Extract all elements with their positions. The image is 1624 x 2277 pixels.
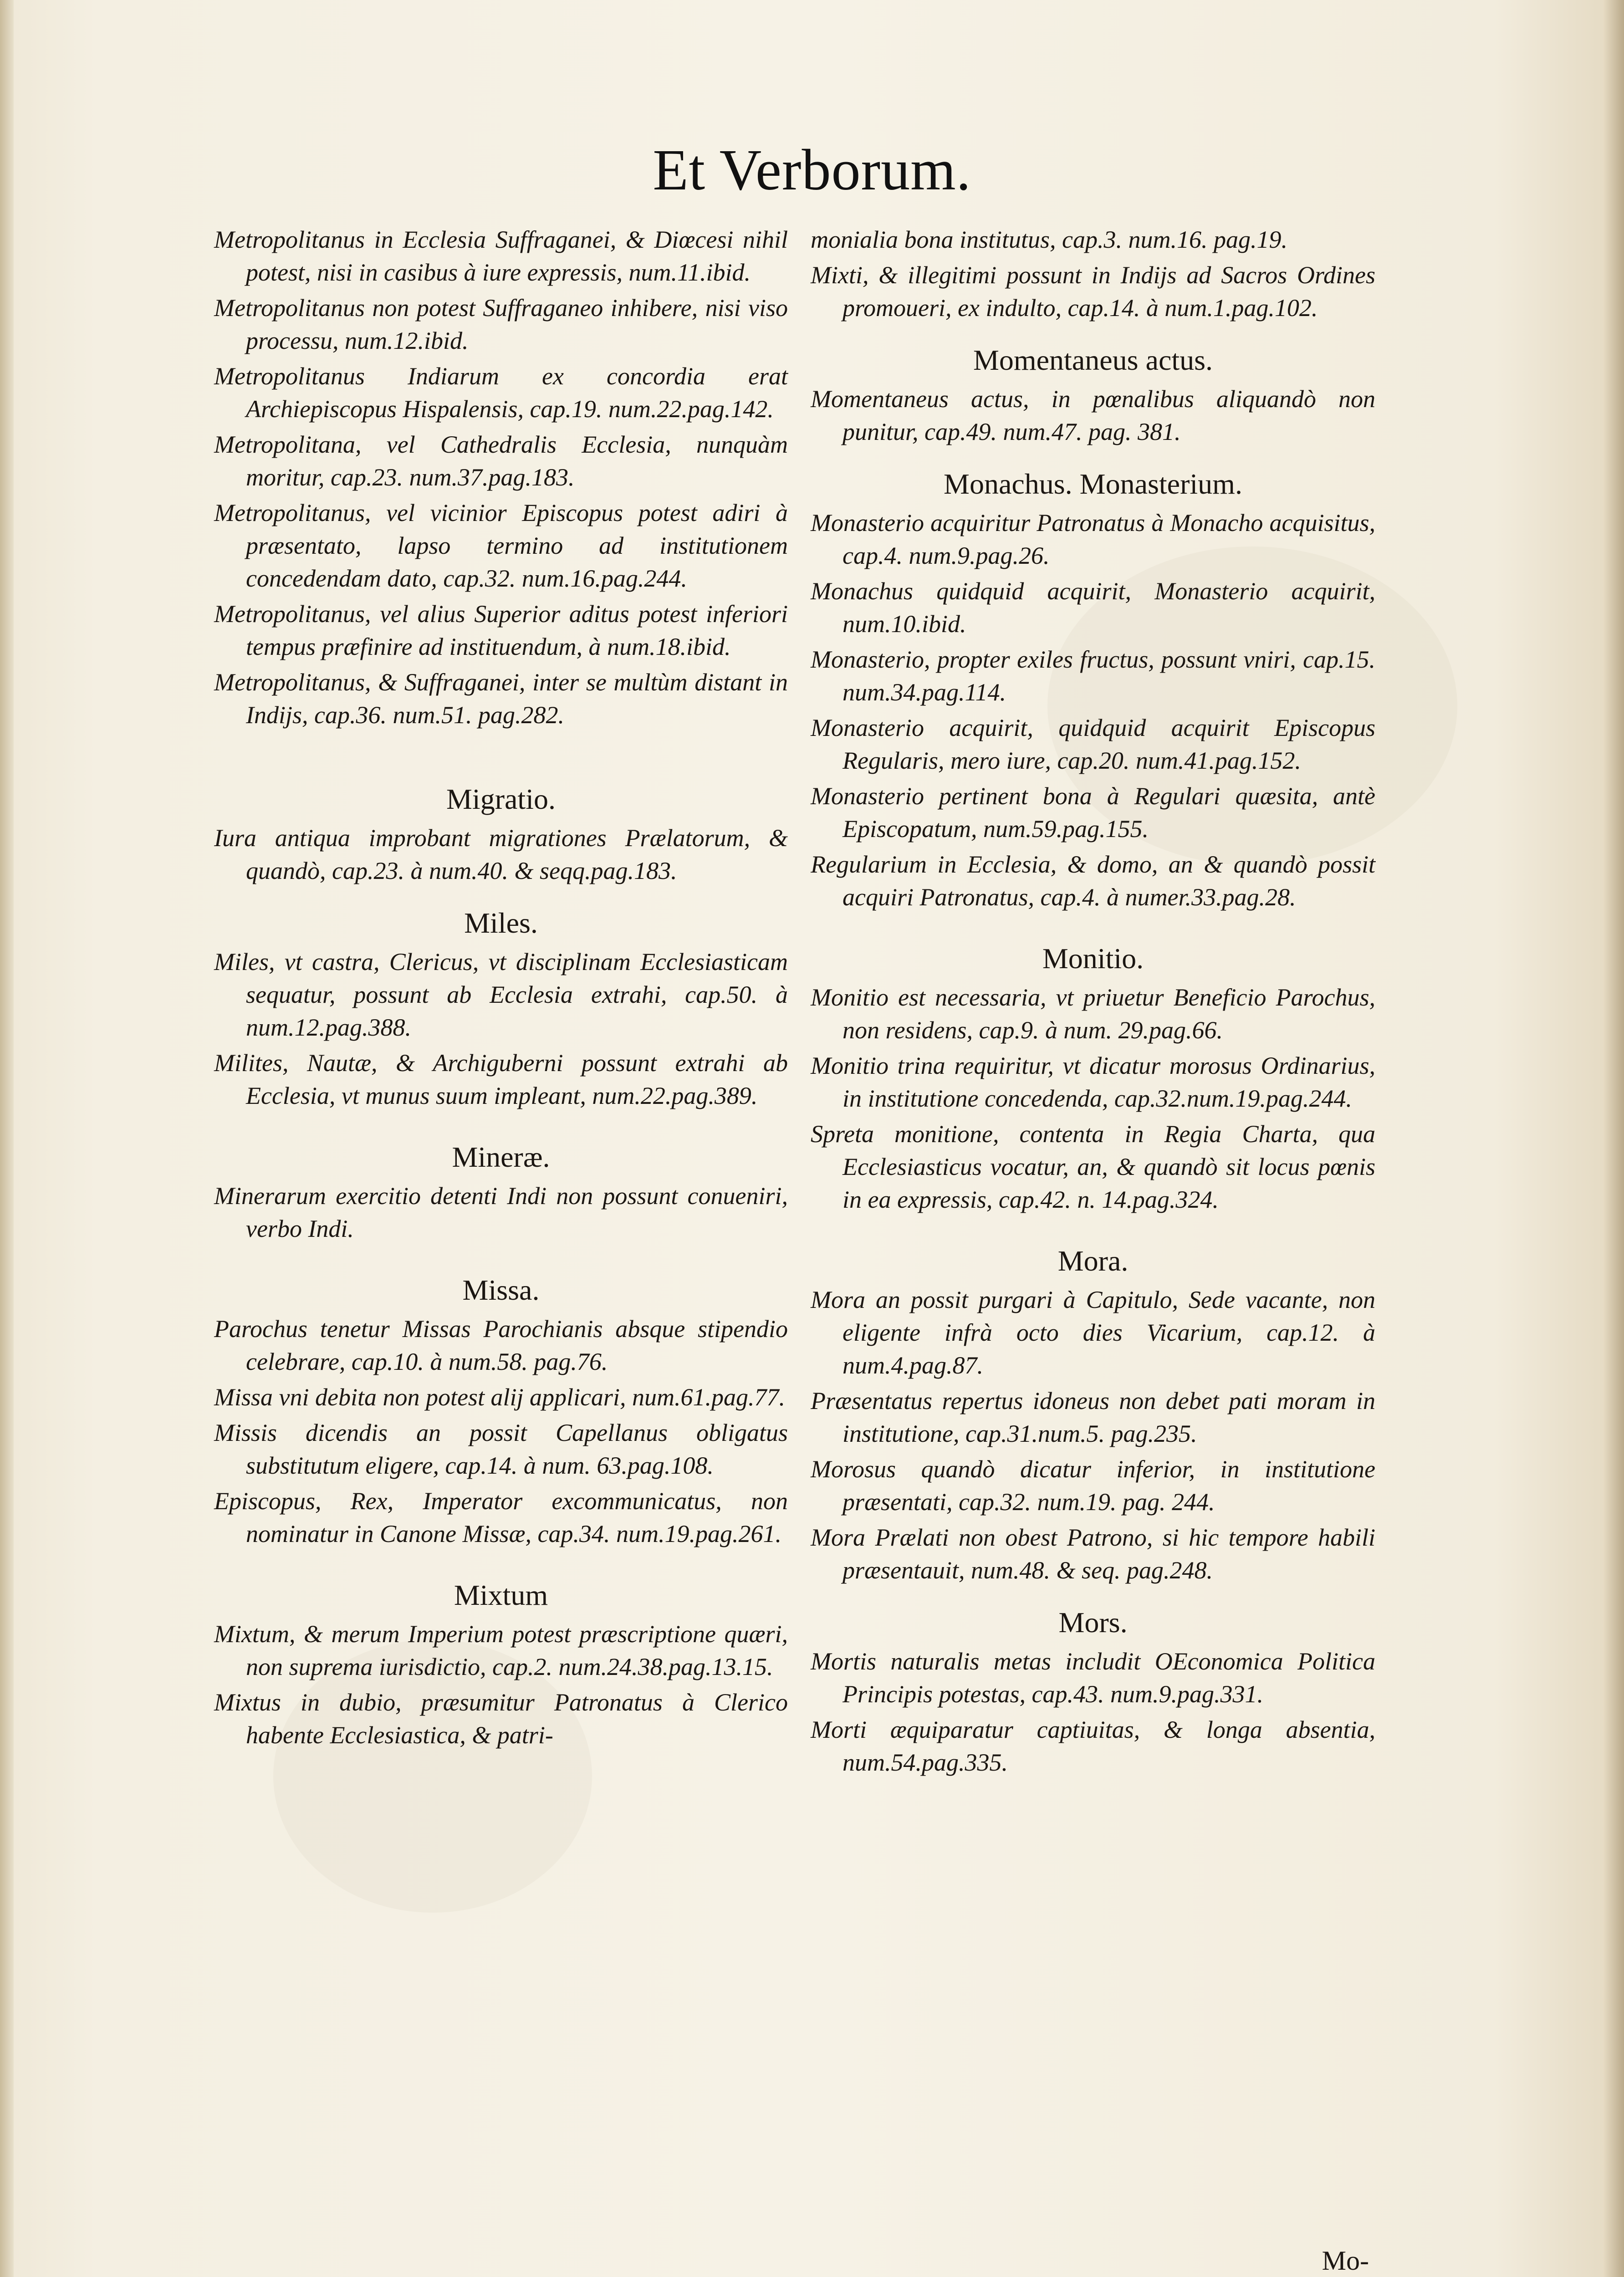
- index-section: [214, 781, 788, 887]
- index-entry: Monitio trina requiritur, vt dicatur morosus Ordinarius, in institutione concedenda, cap.32.num.19.pag.244.: [811, 1052, 1375, 1112]
- index-entry: Monasterio, propter exiles fructus, possunt vniri, cap.15. num.34.pag.114.: [811, 646, 1375, 706]
- index-section: [214, 905, 788, 1112]
- index-section: [811, 1605, 1375, 1779]
- index-entry: Morti æquiparatur captiuitas, & longa absentia, num.54.pag.335.: [811, 1716, 1375, 1776]
- index-entry: Minerarum exercitio detenti Indi non possunt conueniri, verbo Indi.: [214, 1182, 788, 1242]
- section-heading: Monachus. Monasterium.: [944, 468, 1242, 500]
- index-column-left: [214, 223, 788, 1754]
- index-entry: Morosus quandò dicatur inferior, in institutione præsentati, cap.32. num.19. pag. 244.: [811, 1455, 1375, 1516]
- index-entry: Metropolitanus, & Suffraganei, inter se multùm distant in Indijs, cap.36. num.51. pag.282.: [214, 669, 788, 729]
- index-entry: Iura antiqua improbant migrationes Prælatorum, & quandò, cap.23. à num.40. & seqq.pag.183.: [214, 824, 788, 884]
- section-heading: Missa.: [462, 1274, 540, 1306]
- index-entry: Mora Prælati non obest Patrono, si hic tempore habili præsentauit, num.48. & seq. pag.248.: [811, 1524, 1375, 1584]
- index-entry: Mora an possit purgari à Capitulo, Sede vacante, non eligente infrà octo dies Vicarium, cap.12. à num.4.pag.87.: [811, 1286, 1375, 1379]
- index-entry: Metropolitanus in Ecclesia Suffraganei, & Diœcesi nihil potest, nisi in casibus à iure expressis, num.11.ibid.: [214, 226, 788, 286]
- index-entry: Metropolitana, vel Cathedralis Ecclesia, nunquàm moritur, cap.23. num.37.pag.183.: [214, 431, 788, 491]
- section-heading: Mixtum: [454, 1579, 548, 1611]
- index-entry: Episcopus, Rex, Imperator excommunicatus, non nominatur in Canone Missæ, cap.34. num.19.pag.261.: [214, 1487, 788, 1547]
- section-heading: Momentaneus actus.: [973, 344, 1213, 376]
- page-gutter: [0, 0, 14, 2277]
- page-edge: [1603, 0, 1624, 2277]
- index-entry: Mixti, & illegitimi possunt in Indijs ad Sacros Ordines promoueri, ex indulto, cap.14. à num.1.pag.102.: [811, 261, 1375, 322]
- index-entry: Monitio est necessaria, vt priuetur Beneficio Parochus, non residens, cap.9. à num. 29.pag.66.: [811, 984, 1375, 1044]
- index-entry: monialia bona institutus, cap.3. num.16. pag.19.: [811, 226, 1288, 253]
- section-heading: Monitio.: [1042, 942, 1144, 975]
- index-entry: Mixtus in dubio, præsumitur Patronatus à Clerico habente Ecclesiastica, & patri-: [214, 1689, 788, 1749]
- index-entry: Monasterio acquiritur Patronatus à Monacho acquisitus, cap.4. num.9.pag.26.: [811, 509, 1375, 569]
- index-entry: Monachus quidquid acquirit, Monasterio acquirit, num.10.ibid.: [811, 577, 1375, 638]
- index-section: [811, 342, 1375, 448]
- index-entry: Metropolitanus Indiarum ex concordia erat Archiepiscopus Hispalensis, cap.19. num.22.pag.142.: [214, 362, 788, 423]
- index-entry: Metropolitanus, vel alius Superior aditus potest inferiori tempus præfinire ad instituendum, à num.18.ibid.: [214, 600, 788, 660]
- index-entry: Momentaneus actus, in pœnalibus aliquandò non punitur, cap.49. num.47. pag. 381.: [811, 385, 1375, 445]
- index-section: [214, 1272, 788, 1550]
- running-head: Et Verborum.: [653, 138, 971, 202]
- index-entry: Præsentatus repertus idoneus non debet pati moram in institutione, cap.31.num.5. pag.235.: [811, 1387, 1375, 1447]
- index-entry: Missis dicendis an possit Capellanus obligatus substitutum eligere, cap.14. à num. 63.pag.108.: [214, 1419, 788, 1479]
- section-heading: Migratio.: [446, 783, 556, 815]
- index-entry: Parochus tenetur Missas Parochianis absque stipendio celebrare, cap.10. à num.58. pag.76.: [214, 1315, 788, 1375]
- index-entry: Monasterio acquirit, quidquid acquirit Episcopus Regularis, mero iure, cap.20. num.41.pag.152.: [811, 714, 1375, 774]
- index-section: [811, 941, 1375, 1216]
- section-heading: Miles.: [464, 907, 538, 939]
- section-heading: Mors.: [1058, 1606, 1128, 1639]
- index-section: [214, 1139, 788, 1245]
- index-entry: Regularium in Ecclesia, & domo, an & quandò possit acquiri Patronatus, cap.4. à numer.33.pag.28.: [811, 851, 1375, 911]
- section-heading: Mora.: [1057, 1245, 1129, 1277]
- index-entry: Metropolitanus, vel vicinior Episcopus potest adiri à præsentato, lapso termino ad institutionem concedendam dato, cap.32. num.16.pag.244.: [214, 499, 788, 592]
- index-entry: Mixtum, & merum Imperium potest præscriptione quæri, non suprema iurisdictio, cap.2. num.24.38.pag.13.15.: [214, 1620, 788, 1680]
- index-section: [214, 223, 788, 731]
- index-section: [214, 1578, 788, 1751]
- index-entry: Metropolitanus non potest Suffraganeo inhibere, nisi viso processu, num.12.ibid.: [214, 294, 788, 354]
- index-section: [811, 466, 1375, 914]
- index-entry: Milites, Nautæ, & Archiguberni possunt extrahi ab Ecclesia, vt munus suum impleant, num.22.pag.389.: [214, 1049, 788, 1109]
- index-section: [811, 1243, 1375, 1587]
- section-heading: Mineræ.: [452, 1141, 550, 1173]
- index-section: [811, 223, 1375, 324]
- index-entry: Spreta monitione, contenta in Regia Charta, qua Ecclesiasticus vocatur, an, & quandò sit locus pœnis in ea expressis, cap.42. n. 14.pag.324.: [811, 1120, 1375, 1213]
- index-entry: Missa vni debita non potest alij applicari, num.61.pag.77.: [214, 1384, 785, 1411]
- index-entry: Mortis naturalis metas includit OEconomica Politica Principis potestas, cap.43. num.9.pag.331.: [811, 1648, 1375, 1708]
- index-column-right: [811, 223, 1375, 1782]
- index-entry: Monasterio pertinent bona à Regulari quæsita, antè Episcopatum, num.59.pag.155.: [811, 782, 1375, 842]
- index-entry: Miles, vt castra, Clericus, vt disciplinam Ecclesiasticam sequatur, possunt ab Ecclesia extrahi, cap.50. à num.12.pag.388.: [214, 948, 788, 1041]
- catchword: Mo-: [1322, 2246, 1369, 2276]
